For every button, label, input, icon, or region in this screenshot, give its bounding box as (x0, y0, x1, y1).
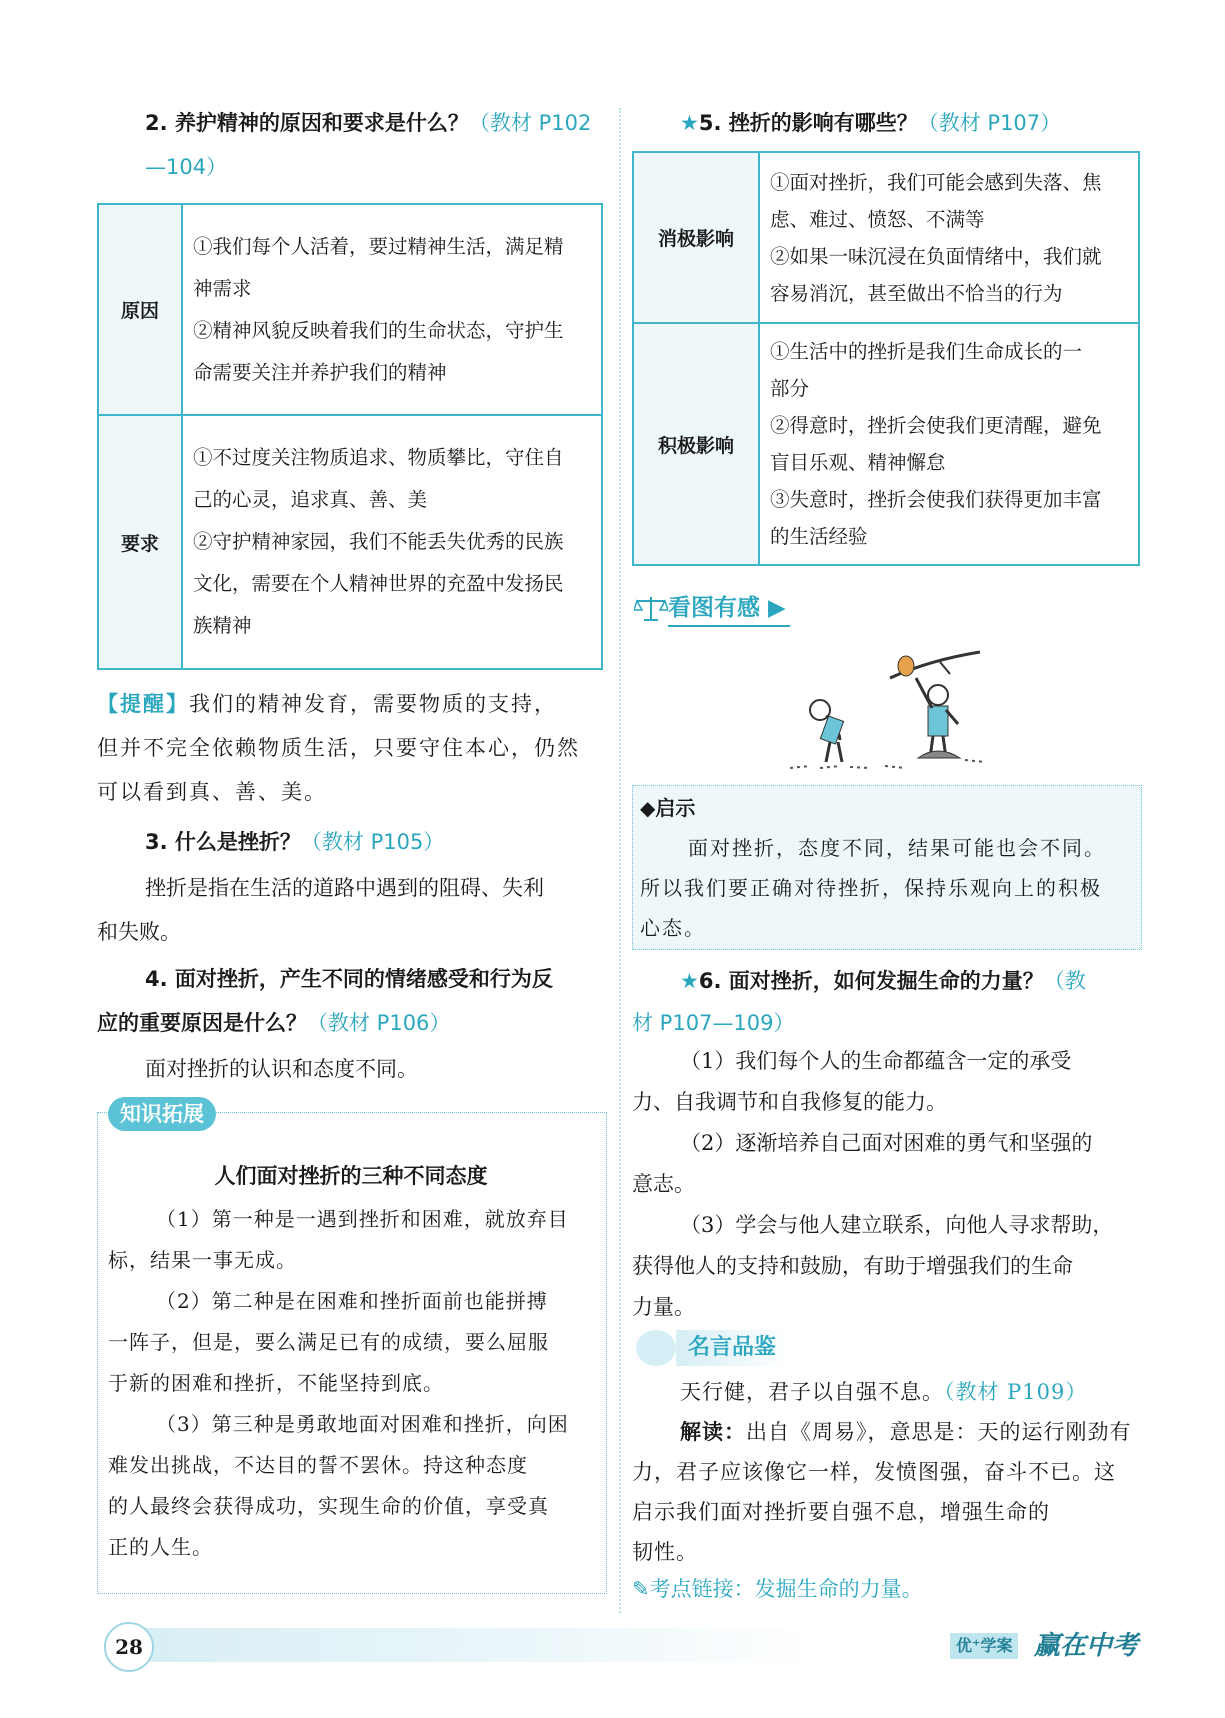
row-head: 消极影响 (633, 152, 759, 323)
table-row (98, 204, 602, 415)
quote-badge: 名言品鉴 (676, 1330, 788, 1366)
row-content: ①我们每个人活着，要过精神生活，满足精 神需求 ②精神风貌反映着我们的生命状态，守护生 命需要关注并养护我们的精神 (182, 204, 602, 415)
picture-badge: 看图有感 ▶ (668, 591, 790, 627)
illustration-two-students (790, 640, 990, 779)
row-content: ①生活中的挫折是我们生命成长的一 部分 ②得意时，挫折会使我们更清醒，避免 盲目乐观、精神懈怠 ③失意时，挫折会使我们获得更加丰富 的生活经验 (759, 323, 1139, 565)
row-head: 原因 (98, 204, 182, 415)
quote-badge-icon (636, 1330, 676, 1366)
insight-body: ◆启示 面对挫折，态度不同，结果可能也会不同。 所以我们要正确对待挫折，保持乐观向上的积极 心态。 (640, 796, 1106, 940)
scale-icon (634, 594, 668, 628)
brand-large: 赢在中考 (1034, 1631, 1139, 1661)
knowledge-expansion-badge: 知识拓展 (108, 1097, 216, 1131)
table-row (633, 152, 1139, 323)
q4-title: 4. 面对挫折，产生不同的情绪感受和行为反 应的重要原因是什么？（教材 P106） (97, 967, 553, 1035)
column-divider (619, 108, 621, 1613)
table-row (98, 415, 602, 669)
quote-body: 天行健，君子以自强不息。（教材 P109） 解读：出自《周易》，意思是：天的运行刚劲有 力，君子应该像它一样，发愤图强，奋斗不已。这 启示我们面对挫折要自强不息，增强生命的 韧性。 (632, 1380, 1132, 1564)
row-content: ①不过度关注物质追求、物质攀比，守住自 己的心灵，追求真、善、美 ②守护精神家园，我们不能丢失优秀的民族 文化，需要在个人精神世界的充盈中发扬民 族精神 (182, 415, 602, 669)
row-content: ①面对挫折，我们可能会感到失落、焦 虑、难过、愤怒、不满等 ②如果一味沉浸在负面情绪中，我们就 容易消沉，甚至做出不恰当的行为 (759, 152, 1139, 323)
row-head: 要求 (98, 415, 182, 669)
q5-table (632, 151, 1140, 566)
q3-answer: 挫折是指在生活的道路中遇到的阻碍、失利 和失败。 (97, 876, 544, 944)
q2-title: 2. 养护精神的原因和要求是什么？（教材 P102—104） (145, 111, 592, 179)
q6-title: ★6. 面对挫折，如何发掘生命的力量？（教 材 P107—109） (632, 969, 1086, 1035)
reminder: 【提醒】我们的精神发育，需要物质的支持， 但并不完全依赖物质生活，只要守住本心，仍然 可以看到真、善、美。 (97, 692, 580, 804)
brand-small: 优⁺学案 (950, 1633, 1018, 1659)
q3-title: 3. 什么是挫折？（教材 P105） (145, 830, 445, 854)
arrow-right-icon: ▶ (768, 595, 786, 621)
q4-answer: 面对挫折的认识和态度不同。 (145, 1057, 418, 1081)
table-row (633, 323, 1139, 565)
page-number: 28 (104, 1622, 154, 1672)
expansion-body: （1）第一种是一遇到挫折和困难，就放弃目 标，结果一事无成。 （2）第二种是在困难和挫折面前也能拼搏 一阵子，但是，要么满足已有的成绩，要么屈服 于新的困难和挫折，不能坚持到底。 （3）第三种是勇敢地面对困难和挫折，向困 难发出挑战，不达目的誓不罢休。持这种态度 的人最终会获得成功，实现生命的价值，享受真 正的人生。 (108, 1207, 569, 1559)
q2-table (97, 203, 603, 670)
row-head: 积极影响 (633, 323, 759, 565)
q6-answer: （1）我们每个人的生命都蕴含一定的承受 力、自我调节和自我修复的能力。 （2）逐渐培养自己面对困难的勇气和坚强的 意志。 （3）学会与他人建立联系，向他人寻求帮助， 获得他人的支持和鼓励，有助于增强我们的生命 力量。 (632, 1049, 1114, 1319)
expansion-heading: 人们面对挫折的三种不同态度 (214, 1164, 488, 1188)
pencil-icon: ✎ (632, 1577, 650, 1601)
exam-link: ✎考点链接：发掘生命的力量。 (632, 1577, 923, 1601)
q5-title: ★5. 挫折的影响有哪些？（教材 P107） (680, 111, 1062, 135)
